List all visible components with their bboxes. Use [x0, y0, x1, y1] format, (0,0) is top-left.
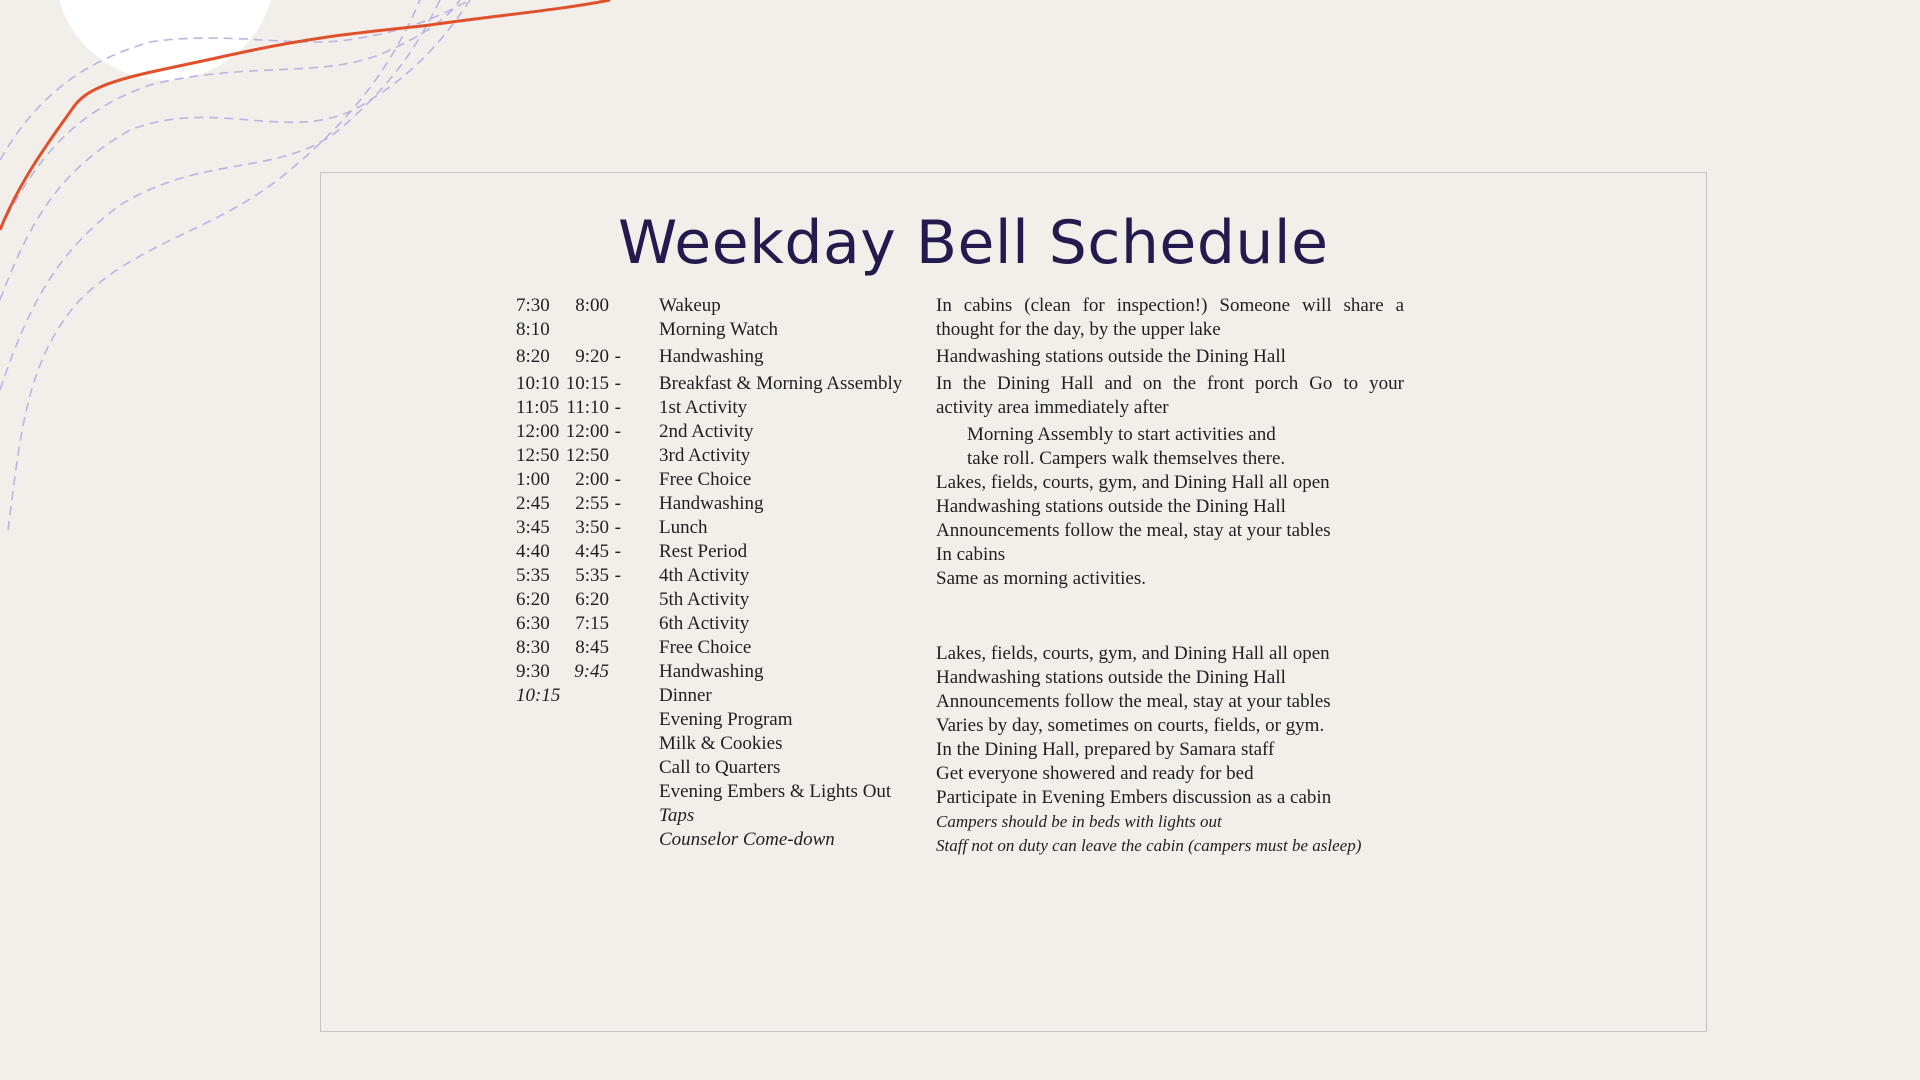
time-dash: - — [614, 373, 621, 394]
event-label: Call to Quarters — [659, 757, 781, 778]
note-text: Announcements follow the meal, stay at your tables — [936, 691, 1331, 712]
note-text: Announcements follow the meal, stay at your tables — [936, 520, 1331, 541]
end-time: 5:35 — [575, 565, 609, 586]
event-label: Free Choice — [659, 469, 752, 490]
end-time: 2:00 — [575, 469, 609, 490]
start-time: 6:20 — [516, 589, 550, 610]
end-time: 7:15 — [575, 613, 609, 634]
end-time: 9:45 — [574, 661, 609, 682]
event-label: 2nd Activity — [659, 421, 754, 442]
start-time: 9:30 — [516, 661, 550, 682]
event-label: 6th Activity — [659, 613, 750, 634]
start-time: 4:40 — [516, 541, 550, 562]
note-text: In cabins (clean for inspection!) Someone will share a — [936, 295, 1404, 316]
note-text: Campers should be in beds with lights out — [936, 812, 1222, 831]
end-time: 4:45 — [575, 541, 609, 562]
note-text: Participate in Evening Embers discussion as a cabin — [936, 787, 1332, 808]
time-dash: - — [614, 541, 621, 562]
time-row — [516, 540, 626, 564]
time-dash: - — [614, 469, 621, 490]
note-text: Handwashing stations outside the Dining Hall — [936, 496, 1286, 517]
start-time: 8:20 — [516, 346, 550, 367]
time-dash: - — [614, 421, 621, 442]
end-time: 8:45 — [575, 637, 609, 658]
time-dash: - — [614, 346, 621, 367]
time-row — [516, 294, 626, 318]
note-text: activity area immediately after — [936, 397, 1169, 418]
start-time: 11:05 — [516, 397, 559, 418]
times-column — [516, 294, 626, 708]
time-row — [516, 636, 626, 660]
event-label: Handwashing — [659, 661, 764, 682]
event-label: Evening Embers & Lights Out — [659, 781, 892, 802]
events-column — [659, 294, 902, 852]
event-label: 5th Activity — [659, 589, 750, 610]
note-text — [936, 591, 1404, 639]
note-text: Lakes, fields, courts, gym, and Dining Hall all open — [936, 472, 1330, 493]
event-label: Taps — [659, 805, 695, 826]
time-row — [516, 468, 626, 492]
time-row — [516, 444, 626, 468]
time-row — [516, 396, 626, 420]
start-time: 12:50 — [516, 445, 560, 466]
event-label: Milk & Cookies — [659, 733, 783, 754]
event-label: Wakeup — [659, 295, 721, 316]
start-time: 10:15 — [516, 685, 561, 706]
event-label: 4th Activity — [659, 565, 750, 586]
start-time: 8:30 — [516, 637, 550, 658]
end-time: 12:50 — [565, 445, 609, 466]
time-row — [516, 372, 626, 396]
event-label: Handwashing — [659, 493, 764, 514]
end-time: 10:15 — [565, 373, 609, 394]
note-text: thought for the day, by the upper lake — [936, 319, 1221, 340]
time-row — [516, 612, 626, 636]
time-dash: - — [614, 565, 621, 586]
event-label: Evening Program — [659, 709, 793, 730]
time-row — [516, 588, 626, 612]
time-row — [516, 345, 626, 372]
end-time: 11:10 — [566, 397, 609, 418]
start-time: 7:30 — [516, 295, 550, 316]
note-text: In the Dining Hall and on the front porch Go to your — [936, 373, 1404, 394]
note-text: Varies by day, sometimes on courts, fields, or gym. — [936, 715, 1325, 736]
notes-column — [936, 294, 1404, 858]
time-row — [516, 684, 626, 708]
note-text: Get everyone showered and ready for bed — [936, 763, 1254, 784]
page-title: Weekday Bell Schedule — [618, 208, 1329, 278]
time-row — [516, 492, 626, 516]
time-dash: - — [614, 493, 621, 514]
event-label: Rest Period — [659, 541, 748, 562]
event-label: Handwashing — [659, 346, 764, 367]
note-text: Lakes, fields, courts, gym, and Dining Hall all open — [936, 643, 1330, 664]
time-row — [516, 564, 626, 588]
event-label: Breakfast & Morning Assembly — [659, 373, 903, 394]
note-text: In the Dining Hall, prepared by Samara staff — [936, 739, 1275, 760]
note-text: Same as morning activities. — [936, 568, 1147, 589]
start-time: 5:35 — [516, 565, 550, 586]
start-time: 10:10 — [516, 373, 560, 394]
event-label: Dinner — [659, 685, 712, 706]
event-label: 3rd Activity — [659, 445, 751, 466]
event-label: 1st Activity — [659, 397, 748, 418]
time-dash: - — [614, 517, 621, 538]
time-row — [516, 516, 626, 540]
event-label: Lunch — [659, 517, 708, 538]
note-text: In cabins — [936, 544, 1006, 565]
event-label: Morning Watch — [659, 319, 778, 340]
time-row — [516, 660, 626, 684]
start-time: 2:45 — [516, 493, 550, 514]
start-time: 6:30 — [516, 613, 550, 634]
note-text: Handwashing stations outside the Dining Hall — [936, 667, 1286, 688]
start-time: 8:10 — [516, 319, 550, 340]
event-label: Counselor Come-down — [659, 829, 835, 850]
event-label: Free Choice — [659, 637, 752, 658]
note-text: Morning Assembly to start activities and — [967, 424, 1276, 445]
time-row — [516, 420, 626, 444]
end-time: 2:55 — [575, 493, 609, 514]
start-time: 12:00 — [516, 421, 560, 442]
start-time: 1:00 — [516, 469, 550, 490]
time-row — [516, 318, 626, 345]
end-time: 9:20 — [575, 346, 609, 367]
end-time: 12:00 — [565, 421, 609, 442]
note-text: Staff not on duty can leave the cabin (campers must be asleep) — [936, 836, 1362, 855]
note-text: take roll. Campers walk themselves there. — [967, 448, 1286, 469]
start-time: 3:45 — [516, 517, 550, 538]
time-dash: - — [614, 397, 621, 418]
end-time: 3:50 — [575, 517, 609, 538]
end-time: 8:00 — [575, 295, 609, 316]
end-time: 6:20 — [575, 589, 609, 610]
note-text: Handwashing stations outside the Dining Hall — [936, 346, 1286, 367]
